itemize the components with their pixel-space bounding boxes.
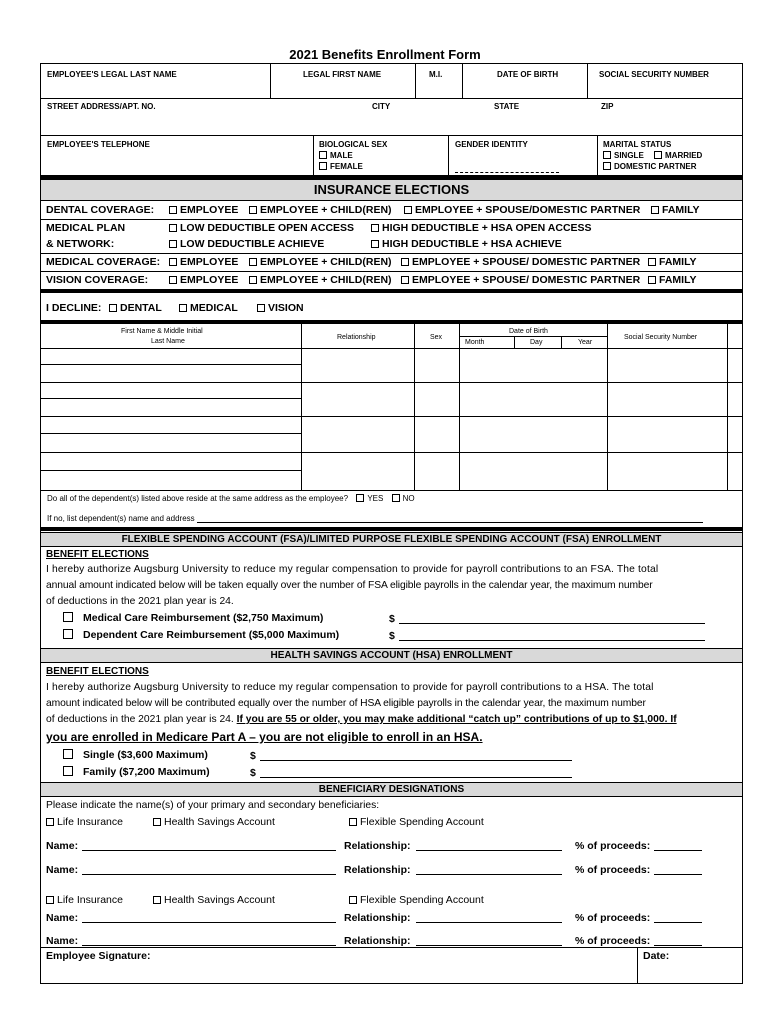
state-label: STATE [494, 102, 520, 111]
medical-emp-spouse[interactable]: EMPLOYEE + SPOUSE/ DOMESTIC PARTNER [401, 256, 640, 268]
fsa-line-2: annual amount indicated below will be taken equally over the number of FSA eligible payrolls in the calendar year, the maximum number [46, 580, 653, 591]
single-option[interactable]: SINGLE [603, 151, 644, 160]
city-label: CITY [372, 102, 391, 111]
hsa-single-amount[interactable]: $ [250, 749, 572, 762]
ben2-proceeds[interactable]: % of proceeds: [575, 863, 702, 876]
employee-signature-label: Employee Signature: [46, 950, 151, 962]
beneficiary-heading: BENEFICIARY DESIGNATIONS [41, 782, 742, 797]
ben1-proceeds[interactable]: % of proceeds: [575, 839, 702, 852]
ben4-relationship[interactable]: Relationship: [344, 934, 562, 947]
same-address-no[interactable]: NO [392, 494, 415, 503]
ben2-name[interactable]: Name: [46, 863, 336, 876]
married-option[interactable]: MARRIED [654, 151, 702, 160]
dep-name-header-2: Last Name [151, 338, 185, 345]
ben1-fsa-option[interactable]: Flexible Spending Account [349, 816, 484, 828]
fsa-dependent-option[interactable]: Dependent Care Reimbursement ($5,000 Maximum) [63, 629, 339, 641]
fsa-line-1: I hereby authorize Augsburg University to reduce my regular compensation to provide for payroll contributions to an FSA. The total [46, 564, 659, 575]
low-achieve-option[interactable]: LOW DEDUCTIBLE ACHIEVE [169, 238, 324, 250]
hsa-line-3: of deductions in the 2021 plan year is 24. If you are 55 or older, you may make additional “catch up” contributions of up to $1,000. If [46, 714, 677, 725]
ben1-hsa-option[interactable]: Health Savings Account [153, 816, 275, 828]
male-option[interactable]: MALE [319, 151, 353, 160]
vision-emp-spouse[interactable]: EMPLOYEE + SPOUSE/ DOMESTIC PARTNER [401, 274, 640, 286]
medical-coverage-label: MEDICAL COVERAGE: [46, 256, 161, 268]
ben1-life-option[interactable]: Life Insurance [46, 816, 123, 828]
low-open-option[interactable]: LOW DEDUCTIBLE OPEN ACCESS [169, 222, 354, 234]
vision-emp-child[interactable]: EMPLOYEE + CHILD(REN) [249, 274, 392, 286]
same-address-yes[interactable]: YES [356, 494, 383, 503]
ssn-label: SOCIAL SECURITY NUMBER [599, 70, 709, 79]
dob-label: DATE OF BIRTH [497, 70, 559, 79]
bio-sex-label: BIOLOGICAL SEX [319, 140, 388, 149]
ben3-proceeds[interactable]: % of proceeds: [575, 911, 702, 924]
medical-emp-child[interactable]: EMPLOYEE + CHILD(REN) [249, 256, 392, 268]
employee-signature-field[interactable] [46, 964, 631, 980]
vision-employee[interactable]: EMPLOYEE [169, 274, 238, 286]
dep-relationship-header: Relationship [337, 334, 376, 341]
fsa-medical-option[interactable]: Medical Care Reimbursement ($2,750 Maximum) [63, 612, 323, 624]
dep-year-header: Year [578, 339, 593, 346]
hsa-benefit-elections: BENEFIT ELECTIONS [46, 666, 149, 677]
dep-ssn-header: Social Security Number [624, 334, 698, 341]
first-name-label: LEGAL FIRST NAME [303, 70, 382, 79]
same-address-question: Do all of the dependent(s) listed above reside at the same address as the employee? YES NO [47, 494, 415, 503]
medical-employee[interactable]: EMPLOYEE [169, 256, 238, 268]
decline-label: I DECLINE: [46, 302, 102, 314]
dental-label: DENTAL COVERAGE: [46, 204, 155, 216]
beneficiary-intro: Please indicate the name(s) of your primary and secondary beneficiaries: [46, 800, 380, 811]
fsa-line-3: of deductions in the 2021 plan year is 24. [46, 596, 234, 607]
ben1-relationship[interactable]: Relationship: [344, 839, 562, 852]
dental-employee[interactable]: EMPLOYEE [169, 204, 238, 216]
signature-date-field[interactable] [643, 964, 738, 980]
gender-identity-label: GENDER IDENTITY [455, 140, 528, 149]
street-label: STREET ADDRESS/APT. NO. [47, 102, 156, 111]
network-label: & NETWORK: [46, 238, 115, 250]
dep-name-header-1: First Name & Middle Initial [121, 328, 203, 335]
zip-label: ZIP [601, 102, 614, 111]
ben1-name[interactable]: Name: [46, 839, 336, 852]
dental-emp-child[interactable]: EMPLOYEE + CHILD(REN) [249, 204, 392, 216]
dep-day-header: Day [530, 339, 543, 346]
dental-family[interactable]: FAMILY [651, 204, 700, 216]
enrollment-form [40, 63, 743, 984]
last-name-label: EMPLOYEE'S LEGAL LAST NAME [47, 70, 177, 79]
date-label: Date: [643, 950, 670, 962]
if-no-list: If no, list dependent(s) name and address [47, 511, 703, 523]
high-hsa-open-option[interactable]: HIGH DEDUCTIBLE + HSA OPEN ACCESS [371, 222, 592, 234]
medical-family[interactable]: FAMILY [648, 256, 697, 268]
vision-label: VISION COVERAGE: [46, 274, 149, 286]
hsa-heading: HEALTH SAVINGS ACCOUNT (HSA) ENROLLMENT [41, 648, 742, 663]
fsa-heading: FLEXIBLE SPENDING ACCOUNT (FSA)/LIMITED PURPOSE FLEXIBLE SPENDING ACCOUNT (FSA) ENROLLMENT [41, 532, 742, 547]
female-option[interactable]: FEMALE [319, 162, 363, 171]
ben4-proceeds[interactable]: % of proceeds: [575, 934, 702, 947]
marital-status-label: MARITAL STATUS [603, 140, 672, 149]
hsa-single-option[interactable]: Single ($3,600 Maximum) [63, 749, 208, 761]
fsa-benefit-elections: BENEFIT ELECTIONS [46, 549, 149, 560]
ben2-relationship[interactable]: Relationship: [344, 863, 562, 876]
ben2-fsa-option[interactable]: Flexible Spending Account [349, 894, 484, 906]
dental-emp-spouse[interactable]: EMPLOYEE + SPOUSE/DOMESTIC PARTNER [404, 204, 640, 216]
hsa-family-amount[interactable]: $ [250, 766, 572, 779]
form-title: 2021 Benefits Enrollment Form [289, 47, 481, 62]
vision-family[interactable]: FAMILY [648, 274, 697, 286]
decline-dental[interactable]: DENTAL [109, 302, 162, 314]
ben2-life-option[interactable]: Life Insurance [46, 894, 123, 906]
high-hsa-achieve-option[interactable]: HIGH DEDUCTIBLE + HSA ACHIEVE [371, 238, 562, 250]
domestic-partner-option[interactable]: DOMESTIC PARTNER [603, 162, 697, 171]
medical-plan-label: MEDICAL PLAN [46, 222, 126, 234]
telephone-label: EMPLOYEE'S TELEPHONE [47, 140, 150, 149]
mi-label: M.I. [429, 70, 443, 79]
fsa-dependent-amount[interactable]: $ [389, 629, 705, 642]
ben2-hsa-option[interactable]: Health Savings Account [153, 894, 275, 906]
hsa-line-1: I hereby authorize Augsburg University to reduce my regular compensation to provide for payroll contributions to a HSA. The total [46, 682, 654, 693]
hsa-family-option[interactable]: Family ($7,200 Maximum) [63, 766, 210, 778]
decline-vision[interactable]: VISION [257, 302, 304, 314]
hsa-line-2: amount indicated below will be contributed equally over the number of HSA eligible payrolls in the calendar year, the maximum number [46, 698, 646, 709]
ben4-name[interactable]: Name: [46, 934, 336, 947]
decline-medical[interactable]: MEDICAL [179, 302, 238, 314]
insurance-heading: INSURANCE ELECTIONS [41, 179, 742, 201]
dep-dob-header: Date of Birth [509, 328, 548, 335]
ben3-name[interactable]: Name: [46, 911, 336, 924]
dep-month-header: Month [465, 339, 485, 346]
if-no-address-field[interactable] [197, 511, 703, 523]
hsa-medicare-warning: you are enrolled in Medicare Part A – you are not eligible to enroll in an HSA. [46, 730, 483, 744]
ben3-relationship[interactable]: Relationship: [344, 911, 562, 924]
dep-sex-header: Sex [430, 334, 443, 341]
fsa-medical-amount[interactable]: $ [389, 612, 705, 625]
